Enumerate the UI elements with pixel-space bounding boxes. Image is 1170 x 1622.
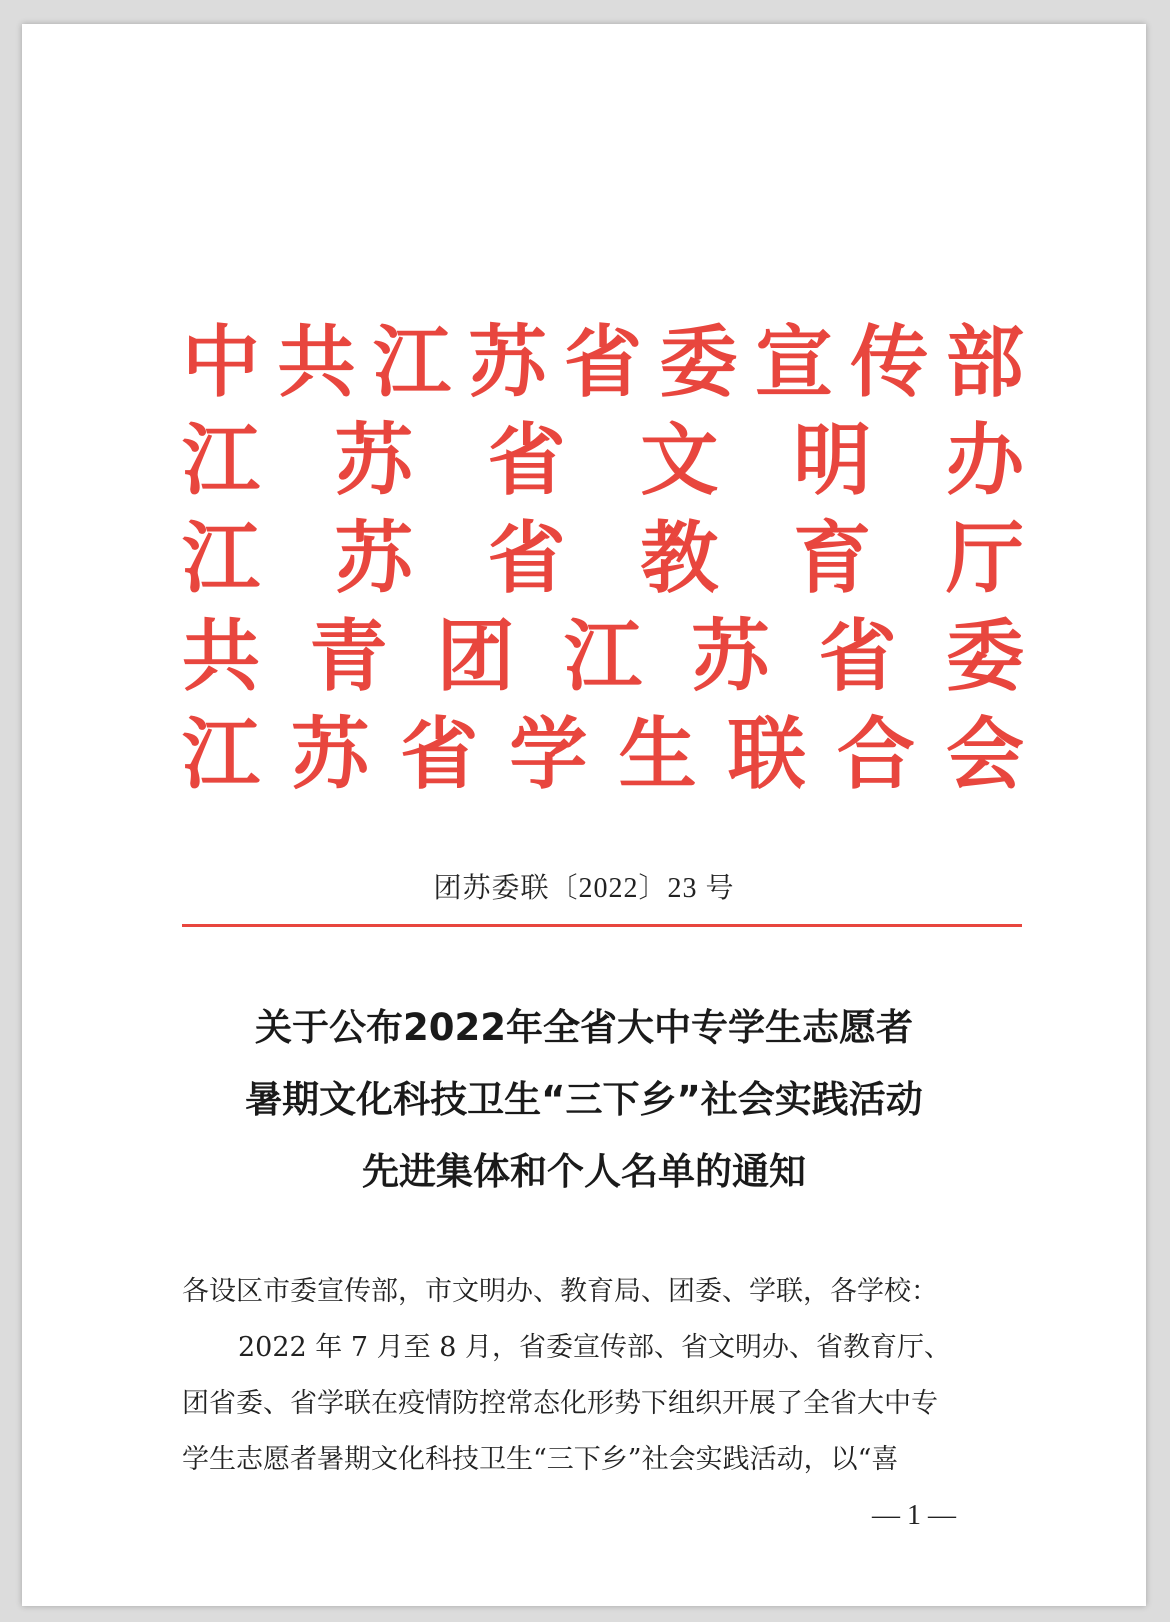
issuer-character: 共	[182, 611, 261, 702]
document-page	[22, 24, 1146, 1606]
issuer-character: 学	[509, 709, 588, 800]
issuer-character: 省	[563, 317, 642, 408]
title-line: 先进集体和个人名单的通知	[362, 1150, 806, 1193]
issuer-character: 育	[793, 513, 872, 604]
issuer-line	[182, 608, 1024, 706]
body-paragraph-line: 学生志愿者暑期文化科技卫生“三下乡”社会实践活动，以“喜	[182, 1444, 899, 1475]
issuer-character: 团	[436, 611, 515, 702]
issuer-character: 合	[836, 709, 915, 800]
issuer-character: 省	[487, 415, 566, 506]
issuer-character: 会	[945, 709, 1024, 800]
issuer-character: 江	[182, 415, 261, 506]
issuer-character: 委	[945, 611, 1024, 702]
salutation: 各设区市委宣传部，市文明办、教育局、团委、学联，各学校：	[182, 1276, 938, 1307]
issuer-character: 苏	[291, 709, 370, 800]
issuer-character: 省	[400, 709, 479, 800]
issuer-character: 文	[640, 415, 719, 506]
issuer-character: 苏	[334, 513, 413, 604]
issuer-character: 省	[487, 513, 566, 604]
issuer-character: 青	[309, 611, 388, 702]
issuer-character: 苏	[468, 317, 547, 408]
issuer-character: 苏	[334, 415, 413, 506]
document-body	[182, 1264, 1022, 1488]
document-number: 团苏委联〔2022〕23 号	[433, 873, 735, 904]
issuer-character: 教	[640, 513, 719, 604]
issuer-character: 省	[818, 611, 897, 702]
issuer-character: 传	[850, 317, 929, 408]
issuer-character: 宣	[754, 317, 833, 408]
issuer-character: 联	[727, 709, 806, 800]
issuer-character: 江	[372, 317, 451, 408]
issuer-line	[182, 706, 1024, 804]
issuer-character: 生	[618, 709, 697, 800]
title-line: 暑期文化科技卫生“三下乡”社会实践活动	[245, 1078, 923, 1121]
issuer-character: 办	[945, 415, 1024, 506]
issuer-character: 江	[182, 513, 261, 604]
issuer-character: 共	[277, 317, 356, 408]
issuer-line	[182, 510, 1024, 608]
issuer-character: 中	[182, 317, 261, 408]
issuer-line	[182, 412, 1024, 510]
issuer-character: 部	[945, 317, 1024, 408]
issuer-line	[182, 314, 1024, 412]
issuer-character: 苏	[691, 611, 770, 702]
body-paragraph-line: 团省委、省学联在疫情防控常态化形势下组织开展了全省大中专	[182, 1388, 938, 1419]
red-separator-line	[182, 924, 1022, 927]
title-line: 关于公布2022年全省大中专学生志愿者	[255, 1006, 913, 1049]
document-title	[22, 992, 1146, 1208]
issuer-character: 委	[659, 317, 738, 408]
issuer-character: 厅	[945, 513, 1024, 604]
page-number: — 1 —	[872, 1500, 956, 1531]
issuer-character: 江	[563, 611, 642, 702]
issuer-character: 明	[793, 415, 872, 506]
issuer-header	[182, 314, 1024, 804]
body-paragraph-line: 2022 年 7 月至 8 月，省委宣传部、省文明办、省教育厅、	[238, 1332, 951, 1363]
issuer-character: 江	[182, 709, 261, 800]
